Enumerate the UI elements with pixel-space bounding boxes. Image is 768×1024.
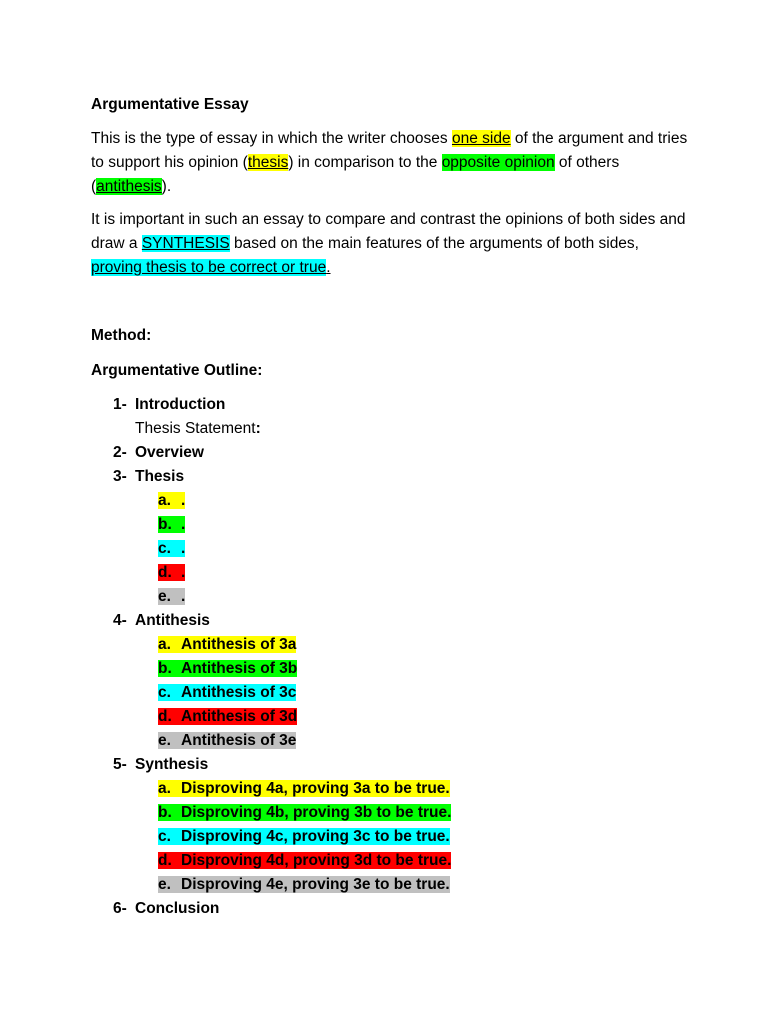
text-span: It is important in such an essay to compare and contrast the opinions of both sides and draw a xyxy=(91,211,686,252)
subitem-letter: d. xyxy=(158,564,172,581)
subitem-text: Disproving 4c, proving 3c to be true. xyxy=(181,828,450,845)
outline-number: 6- xyxy=(113,900,127,917)
text-span: of others ( xyxy=(91,154,620,195)
subitem-letter: d. xyxy=(158,708,172,725)
subitem-text: Antithesis of 3d xyxy=(181,708,298,725)
outline-item-overview: Overview xyxy=(135,444,204,461)
synthesis-subitem-b xyxy=(158,802,451,824)
subitem-text: Antithesis of 3b xyxy=(181,660,298,677)
synthesis-subitem-a xyxy=(158,778,450,800)
outline-number: 5- xyxy=(113,756,127,773)
paragraph-intro xyxy=(91,127,691,199)
text-span: ). xyxy=(161,178,172,195)
subitem-text: . xyxy=(181,588,186,605)
antithesis-subitem-a xyxy=(158,634,296,656)
antithesis-subitem-b xyxy=(158,658,297,680)
outline-item-introduction: Introduction xyxy=(135,396,226,413)
text-span: of the argument and tries to support his opinion ( xyxy=(91,130,688,171)
subitem-letter: b. xyxy=(158,516,172,533)
thesis-subitem-e xyxy=(158,586,185,608)
subitem-letter: e. xyxy=(158,732,171,749)
outline-number: 4- xyxy=(113,612,127,629)
subitem-text: Disproving 4d, proving 3d to be true. xyxy=(181,852,452,869)
subitem-text: Disproving 4b, proving 3b to be true. xyxy=(181,804,452,821)
subitem-text: Antithesis of 3a xyxy=(181,636,297,653)
subitem-letter: d. xyxy=(158,852,172,869)
antithesis-subitem-c xyxy=(158,682,296,704)
synthesis-subitem-d xyxy=(158,850,451,872)
text-span: : xyxy=(255,420,261,437)
subitem-text: Disproving 4a, proving 3a to be true. xyxy=(181,780,450,797)
subitem-text: Antithesis of 3e xyxy=(181,732,297,749)
synthesis-subitem-e xyxy=(158,874,450,896)
method-heading: Method: xyxy=(91,327,152,344)
synthesis-subitem-c xyxy=(158,826,450,848)
subitem-text: . xyxy=(181,564,186,581)
outline-heading: Argumentative Outline: xyxy=(91,362,263,379)
highlight-antithesis: antithesis xyxy=(96,178,162,195)
document-title: Argumentative Essay xyxy=(91,96,249,113)
subitem-letter: e. xyxy=(158,588,171,605)
subitem-letter: b. xyxy=(158,804,172,821)
subitem-letter: a. xyxy=(158,636,171,653)
subitem-letter: c. xyxy=(158,540,171,557)
outline-number: 1- xyxy=(113,396,127,413)
highlight-thesis: thesis xyxy=(247,154,289,171)
outline-item-synthesis: Synthesis xyxy=(135,756,209,773)
subitem-letter: c. xyxy=(158,684,171,701)
outline-item-conclusion: Conclusion xyxy=(135,900,220,917)
outline-number: 3- xyxy=(113,468,127,485)
subitem-letter: c. xyxy=(158,828,171,845)
highlight-proving-thesis: proving thesis to be correct or true xyxy=(91,259,327,276)
highlight-opposite-opinion: opposite opinion xyxy=(441,154,555,171)
paragraph-synthesis xyxy=(91,208,691,280)
subitem-text: Disproving 4e, proving 3e to be true. xyxy=(181,876,450,893)
thesis-subitem-a xyxy=(158,490,185,512)
text-span: This is the type of essay in which the writer chooses xyxy=(91,130,452,147)
subitem-letter: e. xyxy=(158,876,171,893)
subitem-text: . xyxy=(181,492,186,509)
thesis-subitem-c xyxy=(158,538,185,560)
subitem-letter: a. xyxy=(158,780,171,797)
outline-number: 2- xyxy=(113,444,127,461)
highlight-one-side: one side xyxy=(451,130,511,147)
outline-item-antithesis: Antithesis xyxy=(135,612,210,629)
subitem-text: . xyxy=(181,516,186,533)
subitem-letter: a. xyxy=(158,492,171,509)
subitem-text: . xyxy=(181,540,186,557)
thesis-statement-label xyxy=(135,418,261,440)
thesis-subitem-b xyxy=(158,514,185,536)
text-span: ) in comparison to the xyxy=(288,154,442,171)
subitem-text: Antithesis of 3c xyxy=(181,684,297,701)
text-span: based on the main features of the arguments of both sides, xyxy=(229,235,639,252)
subitem-letter: b. xyxy=(158,660,172,677)
text-span: Thesis Statement xyxy=(135,420,256,437)
antithesis-subitem-d xyxy=(158,706,297,728)
antithesis-subitem-e xyxy=(158,730,296,752)
outline-item-thesis: Thesis xyxy=(135,468,185,485)
highlight-synthesis: SYNTHESIS xyxy=(141,235,230,252)
text-span: . xyxy=(326,259,331,276)
thesis-subitem-d xyxy=(158,562,185,584)
